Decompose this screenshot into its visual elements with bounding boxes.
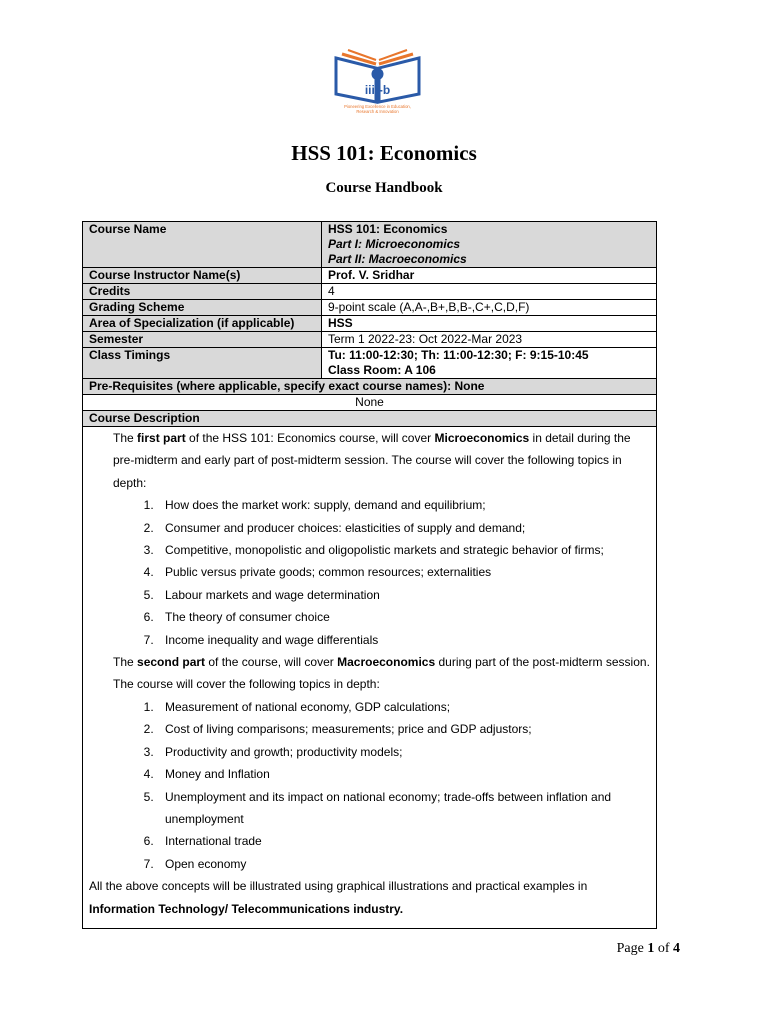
document-subtitle: Course Handbook [325,180,443,196]
list-item: 7. Open economy [157,853,650,875]
course-name-label: Course Name [83,222,322,268]
timings-label: Class Timings [83,348,322,379]
list-item: 2. Consumer and producer choices: elasticities of supply and demand; [157,517,650,539]
table-row [83,300,657,316]
list-item: 3. Competitive, monopolistic and oligopolistic markets and strategic behavior of firms; [157,539,650,561]
table-row [83,222,657,268]
area-value: HSS [322,316,657,332]
list-item: 5. Unemployment and its impact on national economy; trade-offs between inflation and unemployment [157,786,650,831]
instructor-value: Prof. V. Sridhar [322,268,657,284]
table-row [83,316,657,332]
list-item: 7. Income inequality and wage differentials [157,629,650,651]
description-closing: All the above concepts will be illustrated using graphical illustrations and practical examples in Information Technology/ Telecommunications industry. [89,879,588,916]
table-row [83,348,657,379]
document-title: HSS 101: Economics [291,141,477,165]
course-part-1: Part I: Microeconomics [328,237,461,251]
prereq-label: Pre-Requisites (where applicable, specify exact course names): None [83,379,657,395]
table-row [83,427,657,929]
list-item: 4. Public versus private goods; common resources; externalities [157,561,650,583]
list-item: 6. The theory of consumer choice [157,606,650,628]
description-paragraph-2: The second part of the course, will cover Macroeconomics during part of the post-midterm session. The course will cover the following topics in depth: [113,655,650,692]
svg-text:Research & Innovation: Research & Innovation [356,109,399,114]
description-paragraph-1: The first part of the HSS 101: Economics course, will cover Microeconomics in detail during the pre-midterm and early part of post-midterm session. The course will cover the following topics in depth: [113,431,631,490]
credits-value: 4 [322,284,657,300]
description-label: Course Description [83,411,657,427]
credits-label: Credits [83,284,322,300]
table-row [83,284,657,300]
timings-value: Tu: 11:00-12:30; Th: 11:00-12:30; F: 9:15-10:45 Class Room: A 106 [322,348,657,379]
list-item: 2. Cost of living comparisons; measurements; price and GDP adjustors; [157,718,650,740]
classroom-value: Class Room: A 106 [328,363,436,377]
semester-value: Term 1 2022-23: Oct 2022-Mar 2023 [322,332,657,348]
course-part-2: Part II: Macroeconomics [328,252,467,266]
table-row [83,268,657,284]
macroeconomics-topics [89,696,650,875]
area-label: Area of Specialization (if applicable) [83,316,322,332]
page-number: Page 1 of 4 [616,941,680,956]
list-item: 3. Productivity and growth; productivity models; [157,741,650,763]
microeconomics-topics [89,494,650,651]
table-row [83,395,657,411]
semester-label: Semester [83,332,322,348]
instructor-label: Course Instructor Name(s) [83,268,322,284]
table-row [83,379,657,395]
grading-value: 9-point scale (A,A-,B+,B,B-,C+,C,D,F) [322,300,657,316]
list-item: 6. International trade [157,830,650,852]
list-item: 1. Measurement of national economy, GDP calculations; [157,696,650,718]
table-row [83,411,657,427]
course-name-value: HSS 101: Economics Part I: Microeconomics Part II: Macroeconomics [322,222,657,268]
institute-logo [330,44,425,124]
grading-label: Grading Scheme [83,300,322,316]
svg-text:Pioneering Excellence in Educa: Pioneering Excellence in Education, [344,104,411,109]
logo-wordmark: iiit-b [364,83,391,97]
prereq-value: None [83,395,657,411]
list-item: 4. Money and Inflation [157,763,650,785]
table-row [83,332,657,348]
course-description [83,427,657,929]
list-item: 5. Labour markets and wage determination [157,584,650,606]
list-item: 1. How does the market work: supply, demand and equilibrium; [157,494,650,516]
course-info-table [82,221,657,929]
